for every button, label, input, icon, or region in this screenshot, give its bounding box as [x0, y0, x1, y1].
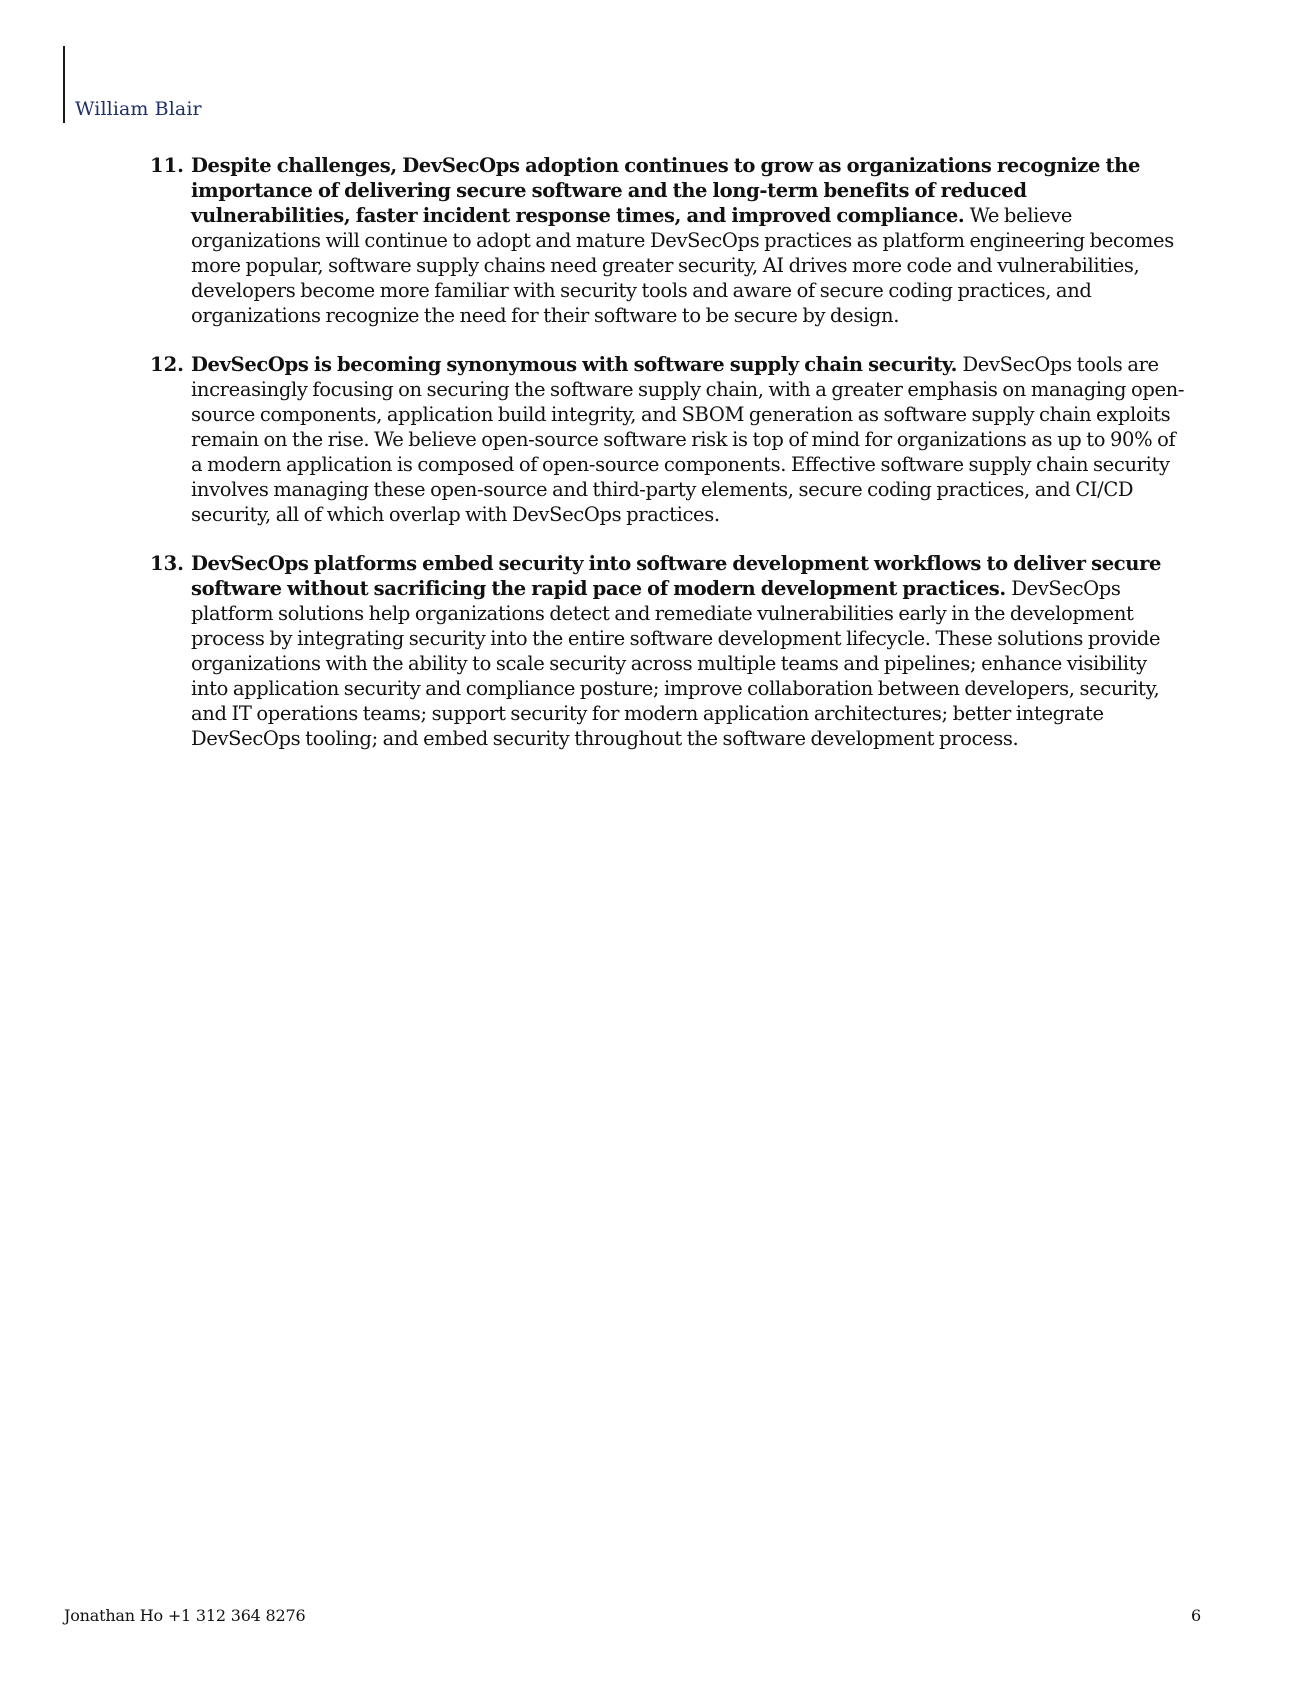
item-number: 12. — [150, 353, 184, 376]
item-body: DevSecOps tools are increasingly focusing on securing the software supply chain, with a greater emphasis on managing open-source components, application build integrity, and SBOM generation as software supply chain exploits remain on the rise. We believe open-source software risk is top of mind for organizations as up to 90% of a modern application is composed of open-source components. Effective software supply chain security involves managing these open-source and third-party elements, secure coding practices, and CI/CD security, all of which overlap with DevSecOps practices. — [191, 353, 1185, 526]
item-number: 13. — [150, 552, 184, 575]
item-lead: DevSecOps is becoming synonymous with software supply chain security. — [191, 353, 963, 376]
brand-name: William Blair — [75, 98, 202, 120]
item-paragraph — [191, 551, 1185, 751]
list-item-12 — [150, 352, 1185, 527]
item-body: DevSecOps platform solutions help organizations detect and remediate vulnerabilities early in the development process by integrating security into the entire software development lifecycle. These solutions provide organizations with the ability to scale security across multiple teams and pipelines; enhance visibility into application security and compliance posture; improve collaboration between developers, security, and IT operations teams; support security for modern application architectures; better integrate DevSecOps tooling; and embed security throughout the software development process. — [191, 577, 1161, 750]
item-lead: Despite challenges, DevSecOps adoption continues to grow as organizations recognize the importance of delivering secure software and the long-term benefits of reduced vulnerabilities, faster incident response times, and improved compliance. — [191, 154, 1141, 227]
item-number: 11. — [150, 154, 184, 177]
page-number: 6 — [1191, 1606, 1202, 1625]
header-rule — [63, 46, 65, 123]
item-paragraph — [191, 352, 1185, 527]
document-body — [150, 153, 1185, 775]
list-item-13 — [150, 551, 1185, 751]
item-body: We believe organizations will continue to adopt and mature DevSecOps practices as platform engineering becomes more popular, software supply chains need greater security, AI drives more code and vulnerabilities, developers become more familiar with security tools and aware of secure coding practices, and organizations recognize the need for their software to be secure by design. — [191, 204, 1174, 327]
item-paragraph — [191, 153, 1185, 328]
item-lead: DevSecOps platforms embed security into software development workflows to deliver secure software without sacrificing the rapid pace of modern development practices. — [191, 552, 1162, 600]
list-item-11 — [150, 153, 1185, 328]
footer-author: Jonathan Ho +1 312 364 8276 — [64, 1606, 306, 1625]
